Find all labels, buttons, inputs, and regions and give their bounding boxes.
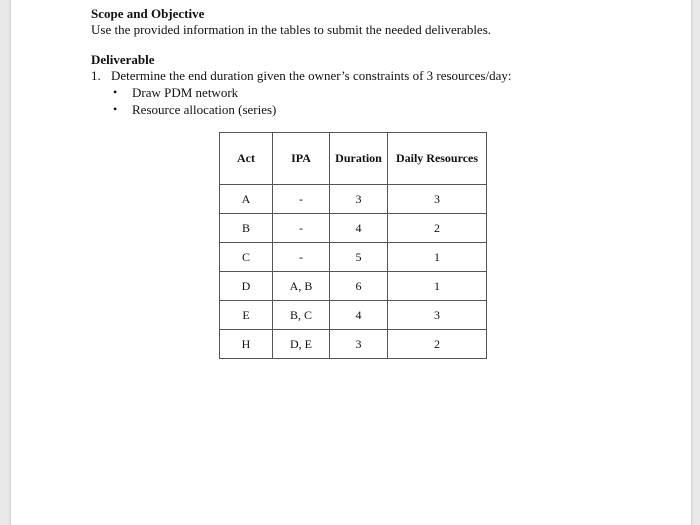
cell-duration: 4 xyxy=(330,214,388,243)
table-row xyxy=(220,243,487,272)
list-item xyxy=(91,101,671,118)
cell-duration: 5 xyxy=(330,243,388,272)
cell-ipa: A, B xyxy=(273,272,330,301)
cell-ipa: B, C xyxy=(273,301,330,330)
cell-act: H xyxy=(220,330,273,359)
table-header-row xyxy=(220,133,487,185)
table-row xyxy=(220,214,487,243)
table-row xyxy=(220,185,487,214)
cell-act: B xyxy=(220,214,273,243)
cell-ipa: - xyxy=(273,214,330,243)
table-row xyxy=(220,301,487,330)
cell-ipa: D, E xyxy=(273,330,330,359)
bullet-text: Resource allocation (series) xyxy=(132,102,277,117)
deliverable-item xyxy=(91,68,671,84)
table-row xyxy=(220,330,487,359)
cell-act: E xyxy=(220,301,273,330)
bullet-list xyxy=(91,84,671,118)
scope-text: Use the provided information in the tables to submit the needed deliverables. xyxy=(91,22,492,37)
cell-daily-resources: 2 xyxy=(388,214,487,243)
item-text: Determine the end duration given the owner’s constraints of 3 resources/day: xyxy=(111,68,512,83)
header-duration: Duration xyxy=(330,133,388,185)
cell-ipa: - xyxy=(273,185,330,214)
cell-act: A xyxy=(220,185,273,214)
cell-daily-resources: 3 xyxy=(388,301,487,330)
cell-duration: 4 xyxy=(330,301,388,330)
cell-daily-resources: 2 xyxy=(388,330,487,359)
cell-daily-resources: 1 xyxy=(388,243,487,272)
deliverable-heading: Deliverable xyxy=(91,52,155,67)
cell-act: D xyxy=(220,272,273,301)
cell-act: C xyxy=(220,243,273,272)
list-item xyxy=(91,84,671,101)
cell-daily-resources: 3 xyxy=(388,185,487,214)
scope-heading: Scope and Objective xyxy=(91,6,205,21)
table-row xyxy=(220,272,487,301)
header-ipa: IPA xyxy=(273,133,330,185)
bullet-icon: • xyxy=(113,85,118,99)
cell-ipa: - xyxy=(273,243,330,272)
cell-duration: 6 xyxy=(330,272,388,301)
header-daily-resources: Daily Resources xyxy=(388,133,487,185)
bullet-text: Draw PDM network xyxy=(132,85,239,100)
bullet-icon: • xyxy=(113,102,118,116)
cell-duration: 3 xyxy=(330,185,388,214)
cell-duration: 3 xyxy=(330,330,388,359)
item-number: 1. xyxy=(91,68,101,83)
document-content xyxy=(91,6,671,118)
activity-table xyxy=(219,132,487,359)
header-act: Act xyxy=(220,133,273,185)
cell-daily-resources: 1 xyxy=(388,272,487,301)
document-page xyxy=(10,0,692,525)
